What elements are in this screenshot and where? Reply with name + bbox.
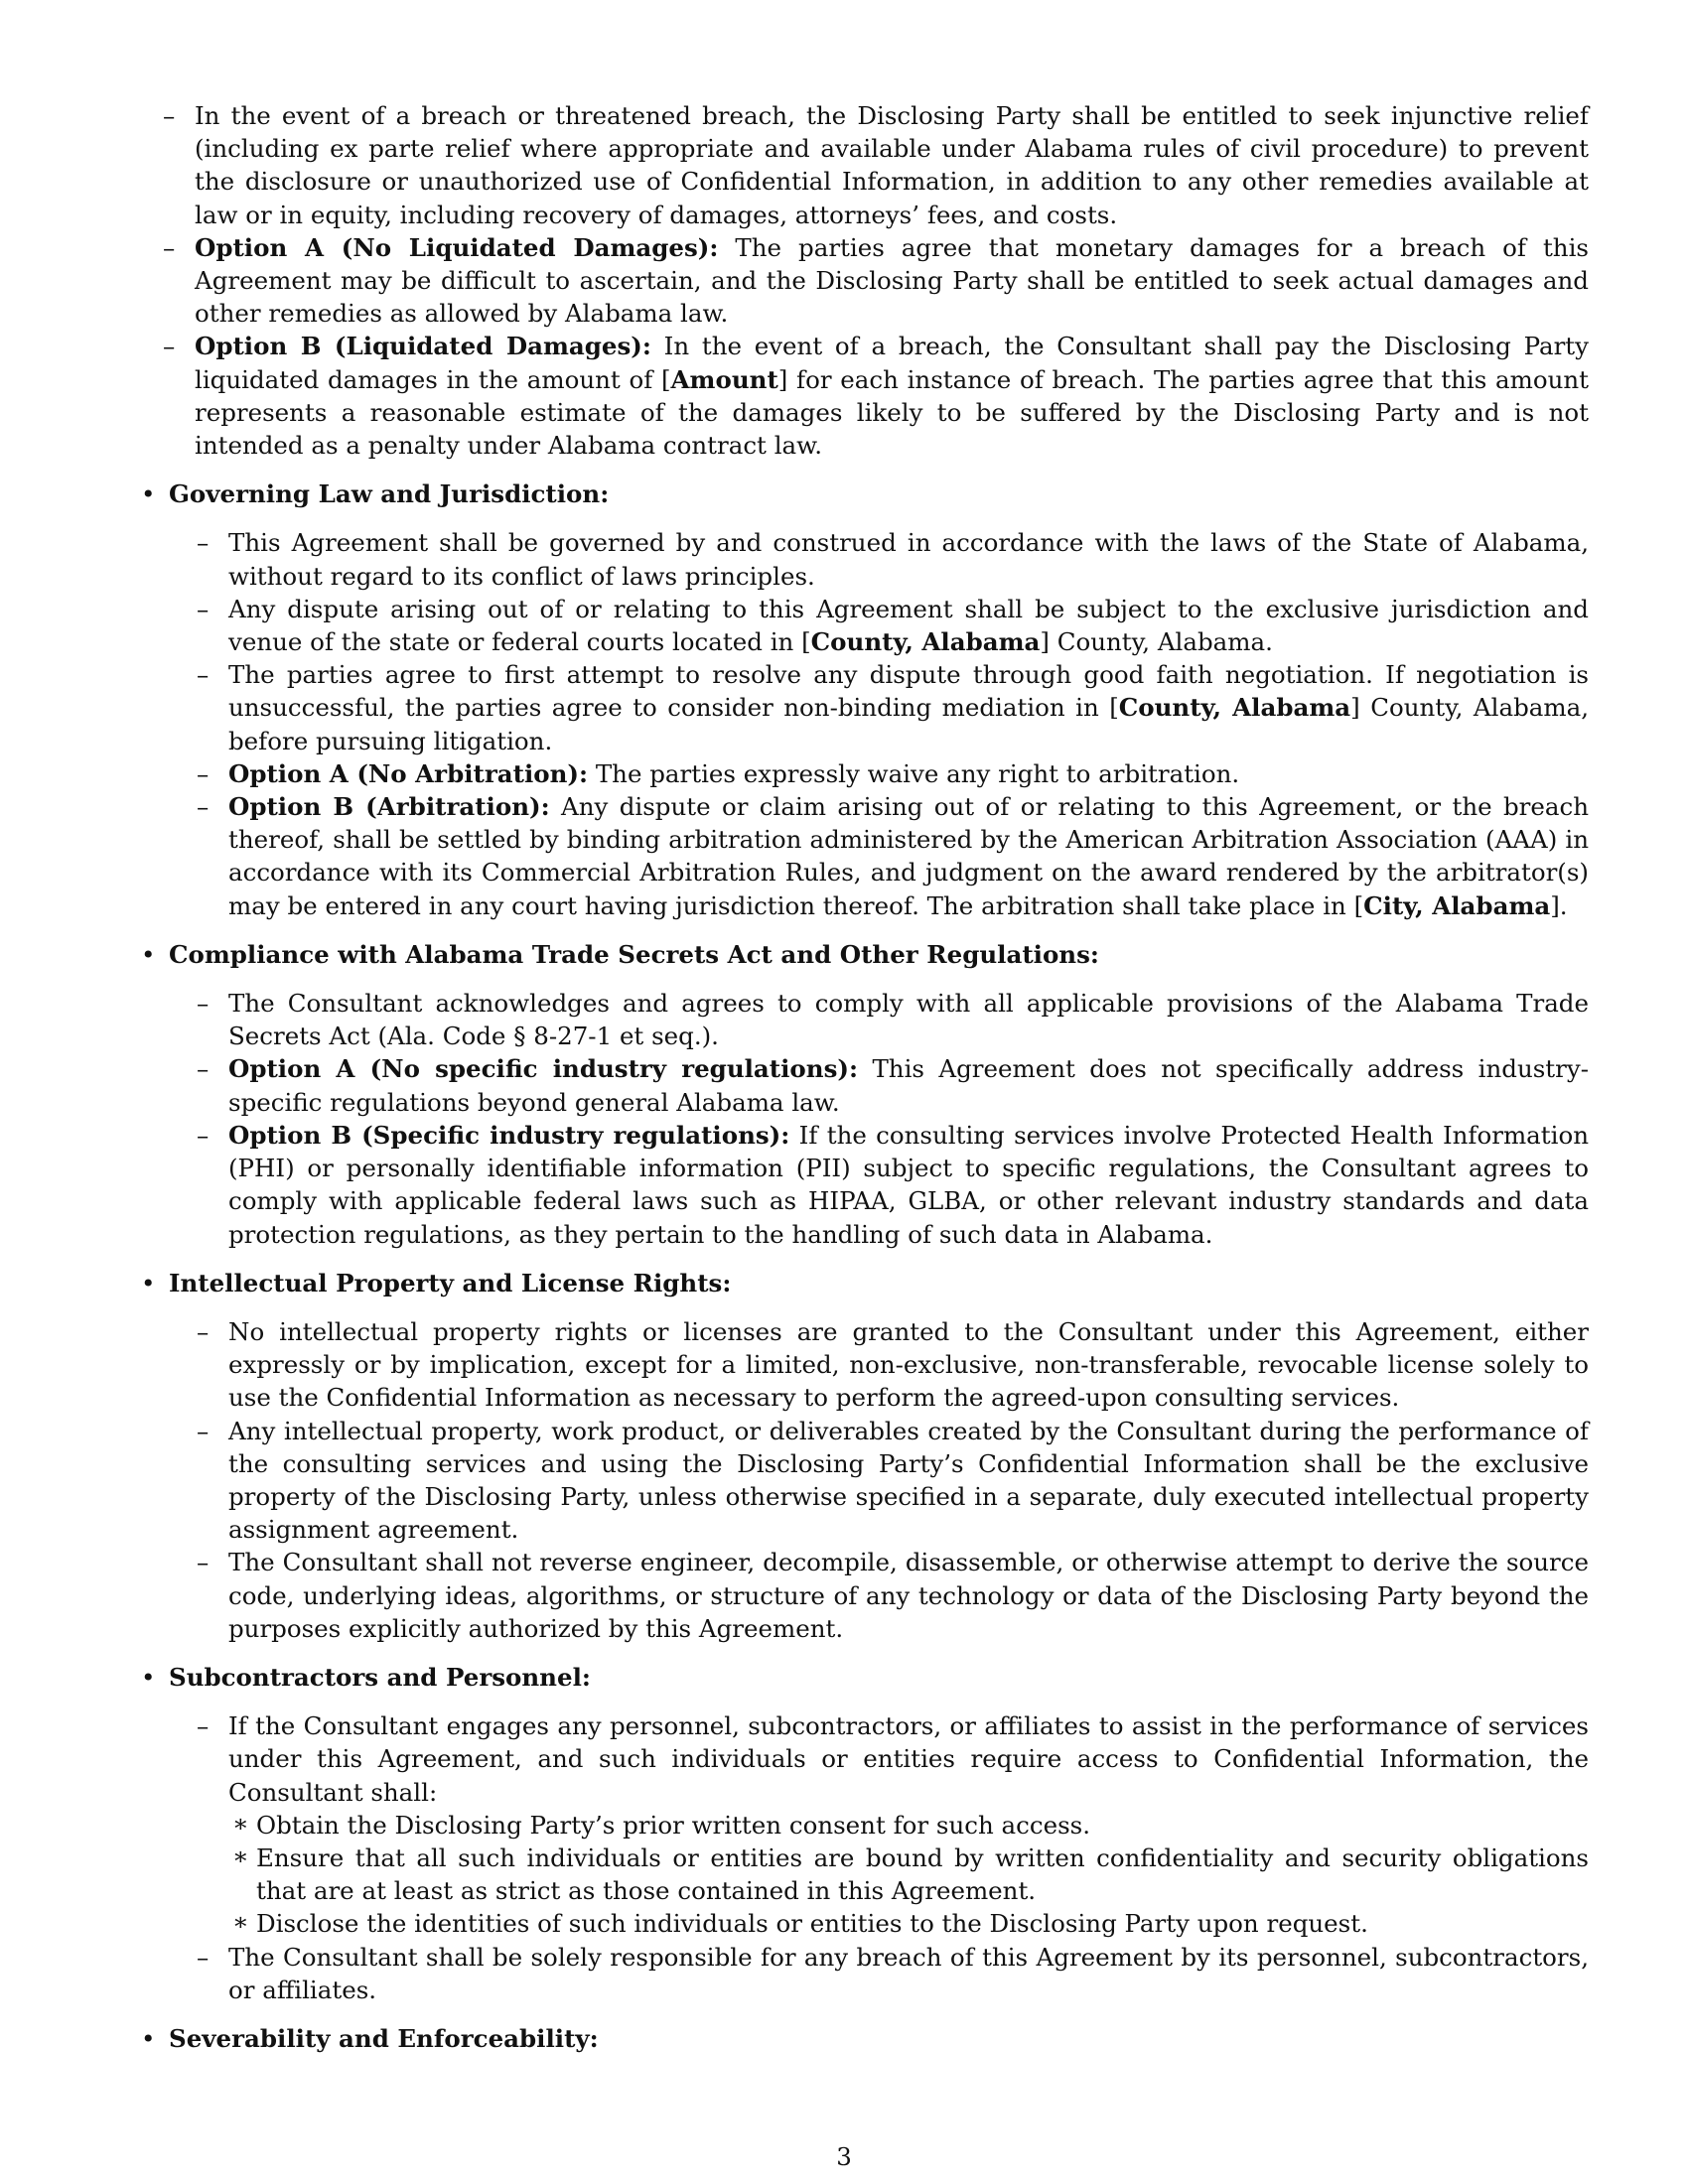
option-label: Option A (No Liquidated Damages): [195, 232, 719, 262]
dash-bullet-icon: – [197, 989, 210, 1019]
list-item [101, 330, 1589, 462]
list-item [169, 658, 1589, 757]
section [135, 478, 1589, 922]
dash-bullet-icon: – [197, 1942, 210, 1972]
sub-list-item [228, 1907, 1589, 1940]
placeholder-field: Amount [670, 364, 778, 394]
section [135, 2022, 1589, 2055]
item-text: Disclose the identities of such individuals or entities to the Disclosing Party upon request. [256, 1909, 1368, 1939]
dash-bullet-icon: – [197, 660, 210, 690]
dash-bullet-icon: – [197, 528, 210, 558]
sub-list-item [228, 1842, 1589, 1907]
option-label: Option A (No specific industry regulations): [228, 1054, 859, 1084]
section-continued [135, 99, 1589, 462]
page-number: 3 [836, 2142, 852, 2171]
item-text: Any dispute or claim arising out of or relating to this Agreement, or the breach thereof, shall be settled by binding arbitration administered by the American Arbitration Association (AAA) in accordance with its Commercial Arbitration Rules, and judgment on the award rendered by the arbitrator(s) may be entered in any court having jurisdiction thereof. The arbitration shall take place in [ [228, 792, 1589, 920]
item-text: Ensure that all such individuals or entities are bound by written confidentiality and security obligations that are at least as strict as those contained in this Agreement. [256, 1843, 1589, 1906]
item-text: This Agreement does not specifically address industry-specific regulations beyond general Alabama law. [228, 1054, 1589, 1117]
item-text: The parties expressly waive any right to arbitration. [588, 758, 1240, 788]
dash-bullet-icon: – [197, 1416, 210, 1445]
list-item [169, 757, 1589, 790]
item-list [169, 1315, 1589, 1645]
list-item [169, 1415, 1589, 1547]
bullet-icon: • [141, 2023, 156, 2053]
item-text: The parties agree that monetary damages for a breach of this Agreement may be difficult to ascertain, and the Disclosing Party shall be entitled to seek actual damages and other remedies as allowed by Alabama law. [195, 232, 1589, 329]
item-text: This Agreement shall be governed by and construed in accordance with the laws of the State of Alabama, without regard to its conflict of laws principles. [228, 528, 1589, 591]
list-item [169, 1941, 1589, 2006]
option-label: Option B (Liquidated Damages): [195, 332, 651, 361]
item-text: No intellectual property rights or licenses are granted to the Consultant under this Agreement, either expressly or by implication, except for a limited, non-exclusive, non-transferable, revocable license solely to use the Confidential Information as necessary to perform the agreed-upon consulting services. [228, 1316, 1589, 1413]
dash-bullet-icon: – [163, 101, 176, 130]
section [135, 1661, 1589, 2006]
item-text: In the event of a breach or threatened breach, the Disclosing Party shall be entitled to seek injunctive relief (including ex parte relief where appropriate and available under Alabama rules of civil procedure) to prevent the disclosure or unauthorized use of Confidential Information, in addition to any other remedies available at law or in equity, including recovery of damages, attorneys’ fees, and costs. [195, 101, 1589, 229]
sub-list [228, 1809, 1589, 1941]
item-list [169, 1709, 1589, 2006]
dash-bullet-icon: – [163, 232, 176, 262]
section-heading-text: Subcontractors and Personnel: [169, 1662, 591, 1692]
asterisk-bullet-icon: ∗ [232, 1808, 249, 1838]
item-list [101, 99, 1589, 462]
document-body [135, 99, 1589, 2071]
item-text: ] for each instance of breach. The parties agree that this amount represents a reasonable estimate of the damages likely to be suffered by the Disclosing Party and is not intended as a penalty under Alabama contract law. [195, 364, 1589, 461]
placeholder-field: County, Alabama [1118, 693, 1351, 723]
dash-bullet-icon: – [197, 792, 210, 822]
dash-bullet-icon: – [197, 1316, 210, 1346]
option-label: Option A (No Arbitration): [228, 758, 589, 788]
asterisk-bullet-icon: ∗ [232, 1841, 249, 1870]
section-heading [141, 2022, 1589, 2055]
section-heading [141, 478, 1589, 510]
dash-bullet-icon: – [197, 1054, 210, 1084]
item-text: ]. [1550, 890, 1568, 920]
placeholder-field: City, Alabama [1363, 890, 1551, 920]
item-text: ] County, Alabama, before pursuing litigation. [228, 693, 1589, 755]
list-item [101, 231, 1589, 331]
item-text: If the consulting services involve Protected Health Information (PHI) or personally identifiable information (PII) subject to specific regulations, the Consultant agrees to comply with applicable federal laws such as HIPAA, GLBA, or other relevant industry standards and data protection regulations, as they pertain to the handling of such data in Alabama. [228, 1120, 1589, 1249]
item-text: Obtain the Disclosing Party’s prior written consent for such access. [256, 1810, 1091, 1840]
asterisk-bullet-icon: ∗ [232, 1907, 249, 1937]
list-item [169, 1119, 1589, 1251]
option-label: Option B (Arbitration): [228, 792, 550, 822]
item-text: Any dispute arising out of or relating to this Agreement shall be subject to the exclusive jurisdiction and venue of the state or federal courts located in [ [228, 594, 1589, 657]
section-heading-text: Governing Law and Jurisdiction: [169, 479, 610, 509]
sub-list-item [228, 1809, 1589, 1842]
list-item [169, 593, 1589, 658]
section-heading-text: Compliance with Alabama Trade Secrets Act and Other Regulations: [169, 939, 1099, 969]
item-text: If the Consultant engages any personnel, subcontractors, or affiliates to assist in the performance of services under this Agreement, and such individuals or entities require access to Confidential Information, the Consultant shall: [228, 1711, 1589, 1807]
item-text: The Consultant shall not reverse engineer, decompile, disassemble, or otherwise attempt to derive the source code, underlying ideas, algorithms, or structure of any technology or data of the Disclosing Party beyond the purposes explicitly authorized by this Agreement. [228, 1548, 1589, 1643]
list-item [101, 99, 1589, 231]
dash-bullet-icon: – [197, 1120, 210, 1150]
list-item [169, 1052, 1589, 1118]
dash-bullet-icon: – [197, 758, 210, 788]
item-text: The Consultant acknowledges and agrees to comply with all applicable provisions of the Alabama Trade Secrets Act (Ala. Code § 8-27-1 et seq.). [228, 989, 1589, 1051]
item-list [169, 526, 1589, 921]
bullet-icon: • [141, 939, 156, 969]
item-text: ] County, Alabama. [1040, 627, 1273, 657]
section [135, 1267, 1589, 1645]
option-label: Option B (Specific industry regulations): [228, 1120, 790, 1150]
list-item [169, 987, 1589, 1052]
list-item [169, 1709, 1589, 1940]
section-heading-text: Intellectual Property and License Rights: [169, 1268, 732, 1297]
item-list [169, 987, 1589, 1251]
dash-bullet-icon: – [163, 332, 176, 361]
list-item [169, 526, 1589, 592]
bullet-icon: • [141, 479, 156, 509]
section-heading-text: Severability and Enforceability: [169, 2023, 599, 2053]
section-heading [141, 1267, 1589, 1299]
item-text: In the event of a breach, the Consultant shall pay the Disclosing Party liquidated damages in the amount of [ [195, 332, 1589, 394]
dash-bullet-icon: – [197, 594, 210, 623]
list-item [169, 790, 1589, 922]
bullet-icon: • [141, 1268, 156, 1297]
item-text: The parties agree to first attempt to resolve any dispute through good faith negotiation. If negotiation is unsuccessful, the parties agree to consider non-binding mediation in [ [228, 660, 1589, 723]
item-text: Any intellectual property, work product, or deliverables created by the Consultant during the performance of the consulting services and using the Disclosing Party’s Confidential Information shall be the exclusive property of the Disclosing Party, unless otherwise specified in a separate, duly executed intellectual property assignment agreement. [228, 1416, 1589, 1545]
dash-bullet-icon: – [197, 1711, 210, 1741]
section-heading [141, 1661, 1589, 1694]
bullet-icon: • [141, 1662, 156, 1692]
list-item [169, 1546, 1589, 1645]
section-heading [141, 938, 1589, 971]
section [135, 938, 1589, 1251]
placeholder-field: County, Alabama [810, 627, 1041, 657]
list-item [169, 1315, 1589, 1415]
dash-bullet-icon: – [197, 1548, 210, 1577]
item-text: The Consultant shall be solely responsible for any breach of this Agreement by its personnel, subcontractors, or affiliates. [228, 1942, 1589, 2004]
